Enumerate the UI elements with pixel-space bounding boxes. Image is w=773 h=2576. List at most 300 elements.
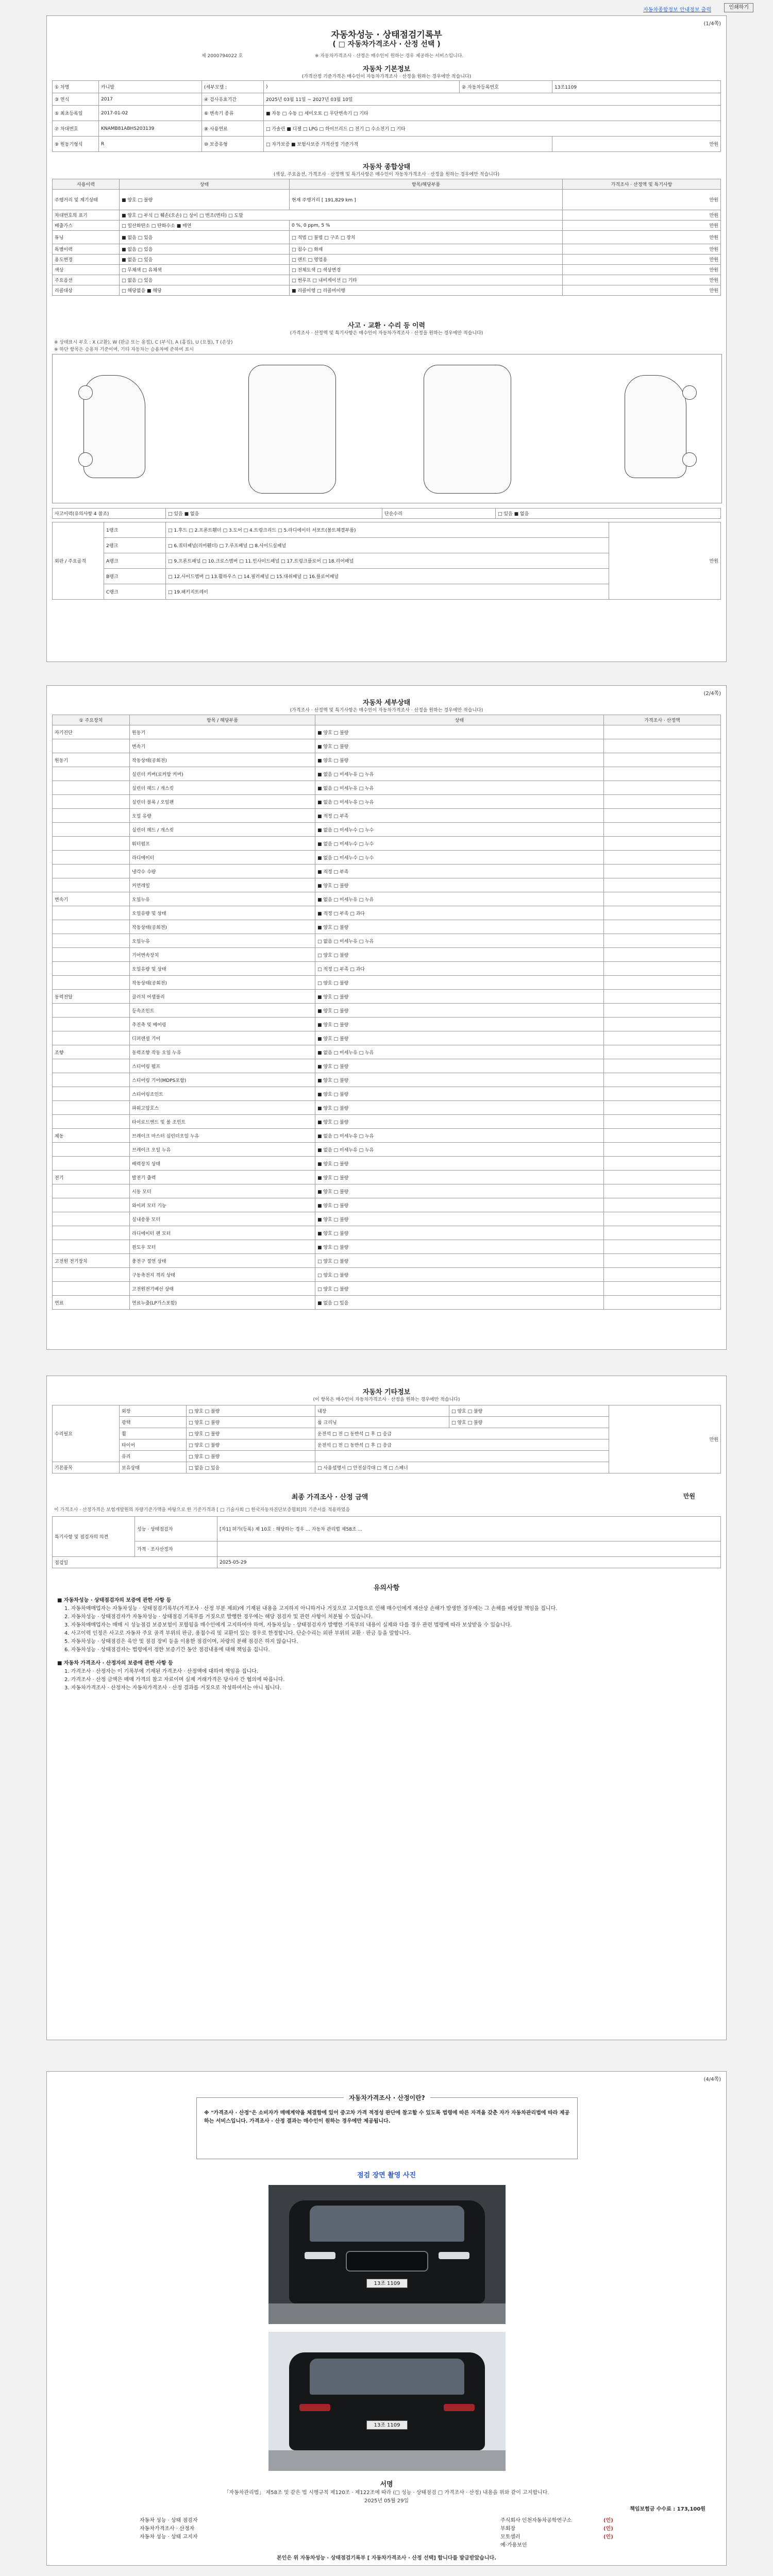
cell <box>604 823 721 837</box>
cell <box>53 1240 130 1254</box>
cell: 휠 <box>120 1428 187 1439</box>
wheel-icon <box>78 452 93 467</box>
cell: □ 양호 □ 불량 <box>449 1417 609 1428</box>
notice-item: 6. 자동차성능 · 상태점검자는 법령에서 정한 보증기간 동안 점검내용에 대해 책임을 집니다. <box>64 1647 270 1653</box>
cell: 파워고압호스 <box>130 1101 315 1115</box>
cell: 실린더 헤드 / 개스킷 <box>130 781 315 795</box>
cell: 유리 <box>120 1451 187 1462</box>
other-note: (이 항목은 매수인이 자동차가격조사 · 산정을 원하는 경우에만 적습니다) <box>313 1397 460 1402</box>
cell: ■ 양호 □ 불량 <box>315 1115 604 1129</box>
detail-row <box>53 962 721 976</box>
detail-note: (가격조사 · 산정액 및 특기사항은 매수인이 자동차가격조사 · 산정을 원하는 경우에만 적습니다) <box>290 708 483 713</box>
wheel-icon <box>682 452 697 467</box>
cell <box>604 1129 721 1143</box>
condition-row <box>53 190 721 210</box>
cell <box>604 739 721 753</box>
cell: 주행거리 및 계기상태 <box>53 190 120 210</box>
cell: R <box>99 137 202 152</box>
cell <box>53 1157 130 1171</box>
vehicle-info-print-link[interactable]: 자동차종합정보 안내정보 출력 <box>643 7 711 13</box>
cell: 연료 <box>53 1296 130 1310</box>
page-number: (1/4쪽) <box>703 21 721 27</box>
cell <box>53 1198 130 1212</box>
cell: 차대번호의 표기 <box>53 210 120 221</box>
cell: ■ 없음 □ 미세누유 □ 누유 <box>315 1129 604 1143</box>
signer-label: 자동차가격조사 · 산정자 <box>140 2526 195 2532</box>
cell: 만원 <box>563 210 721 221</box>
cell <box>604 1171 721 1184</box>
cell: ■ 없음 □ 미세누수 □ 누수 <box>315 823 604 837</box>
cell: □ 가솔린 ■ 디젤 □ LPG □ 하이브리드 □ 전기 □ 수소전기 □ 기타 <box>264 121 721 137</box>
cell <box>53 906 130 920</box>
cell <box>53 1268 130 1282</box>
signature-date: 2025년 05월 29일 <box>364 2498 409 2504</box>
cell: (세부모델 : <box>202 81 264 93</box>
detail-row <box>53 1268 721 1282</box>
cell: 만원 <box>563 231 721 244</box>
notice-heading: 유의사항 <box>373 1584 400 1592</box>
cell <box>53 878 130 892</box>
windshield <box>310 2206 464 2242</box>
cell: ■ 양호 □ 불량 <box>315 1226 604 1240</box>
accident-note: (가격조사 · 산정액 및 특기사항은 매수인이 자동차가격조사 · 산정을 원하는 경우에만 적습니다) <box>290 331 483 336</box>
cell: 운전석 □ 전 □ 동반석 □ 후 □ 응급 <box>315 1439 609 1451</box>
cell <box>604 948 721 962</box>
detail-row <box>53 1254 721 1268</box>
cell: 광택 <box>120 1417 187 1428</box>
car-diagram <box>52 354 722 503</box>
basic-row <box>53 81 721 93</box>
cell <box>604 1212 721 1226</box>
cell: 발전기 출력 <box>130 1171 315 1184</box>
cell: ⑧ 사용연료 <box>202 121 264 137</box>
cell: ■ 양호 □ 불량 <box>315 725 604 739</box>
cell: □ 양호 □ 불량 <box>449 1405 609 1417</box>
cell <box>604 1254 721 1268</box>
cell: 2025-05-29 <box>217 1557 721 1568</box>
cell: ■ 양호 □ 불량 <box>315 920 604 934</box>
cell <box>53 739 130 753</box>
cell: 운전석 □ 전 □ 동반석 □ 후 □ 응급 <box>315 1428 609 1439</box>
cell: ■ 리콜이행 □ 리콜미이행 <box>290 285 563 296</box>
detail-row <box>53 1045 721 1059</box>
cell <box>53 1004 130 1018</box>
cell <box>604 781 721 795</box>
photo-heading: 점검 장면 촬영 사진 <box>357 2172 416 2179</box>
cell: 특기사항 및 점검자의 의견 <box>53 1517 135 1557</box>
detail-row <box>53 892 721 906</box>
cell: □ 적법 □ 불법 □ 구조 □ 장치 <box>290 231 563 244</box>
col-header: ① 주요장치 <box>53 715 130 725</box>
cell: 주요옵션 <box>53 275 120 285</box>
cell <box>604 1240 721 1254</box>
cell: □ 양호 □ 불량 <box>315 948 604 962</box>
cell: ■ 양호 □ 불량 <box>315 1031 604 1045</box>
cell: ■ 양호 □ 불량 <box>315 1212 604 1226</box>
cell <box>53 934 130 948</box>
cell: B랭크 <box>104 569 166 584</box>
cell <box>604 1115 721 1129</box>
cell: ) <box>264 81 460 93</box>
cell: ■ 양호 □ 불량 <box>315 1240 604 1254</box>
page-1 <box>46 15 727 662</box>
cell: ⑤ 최초등록일 <box>53 106 99 121</box>
cell: 충전구 절연 상태 <box>130 1254 315 1268</box>
cell <box>315 1451 609 1462</box>
accident-legend: ※ 상태표시 부호 : X (교환), W (판금 또는 용접), C (부식), A (흠집), U (요철), T (손상) <box>54 340 233 345</box>
detail-row <box>53 1171 721 1184</box>
cell: 실린더 헤드 / 개스킷 <box>130 823 315 837</box>
cell: □ 9.프론트패널 □ 10.크로스멤버 □ 11.인사이드패널 □ 17.트렁크플로어 □ 18.리어패널 <box>166 553 609 569</box>
detail-row <box>53 934 721 948</box>
detail-row <box>53 906 721 920</box>
cell: 만원 <box>563 285 721 296</box>
cell: □ 없음 □ 있음 <box>187 1462 315 1473</box>
cell: ■ 없음 □ 미세누수 □ 누수 <box>315 851 604 865</box>
seal-stamp: (인) <box>603 2518 613 2523</box>
opinion-row <box>53 1541 721 1557</box>
cell: □ 12.사이드멤버 □ 13.휠하우스 □ 14.필러패널 □ 15.대쉬패널 □ 16.플로어패널 <box>166 569 609 584</box>
receipt-statement: 본인은 위 자동차성능 · 상태점검기록부 [ 자동차가격조사 · 산정 선택] 합니다를 발급받았습니다. <box>277 2555 496 2561</box>
cell: □ 양호 □ 불량 <box>187 1417 315 1428</box>
doc-title: 자동차성능 · 상태점검기록부 <box>331 30 442 40</box>
cell: □ 있음 ■ 없음 <box>166 509 382 519</box>
cell <box>53 795 130 809</box>
cell: 워터펌프 <box>130 837 315 851</box>
cell <box>53 1059 130 1073</box>
cell: 클러치 어셈블리 <box>130 990 315 1004</box>
floor <box>268 2450 506 2471</box>
cell <box>53 809 130 823</box>
signature-law-text: 「자동차관리법」 제58조 및 같은 법 시행규칙 제120조 · 제122조에 따라 (□ 성능 · 상태점검 □ 가격조사 · 산정) 내용을 위와 같이 고지합니다. <box>224 2490 549 2496</box>
cell: ■ 없음 □ 있음 <box>120 244 290 255</box>
cell <box>604 767 721 781</box>
opinion-row <box>53 1517 721 1541</box>
cell: ■ 양호 □ 불량 <box>315 1087 604 1101</box>
cell: □ 양호 □ 불량 <box>315 1268 604 1282</box>
cell: 와이퍼 모터 기능 <box>130 1198 315 1212</box>
wheel-icon <box>78 385 93 400</box>
tail-lamp <box>444 2404 475 2411</box>
cell: 내장 <box>315 1405 449 1417</box>
tail-lamp <box>299 2404 330 2411</box>
wheel-icon <box>682 385 697 400</box>
cell: 원동기 <box>130 725 315 739</box>
cell: 작동상태(공회전) <box>130 920 315 934</box>
condition-table <box>52 179 721 296</box>
cell <box>604 725 721 739</box>
cell <box>604 878 721 892</box>
cell: ■ 없음 □ 미세누유 □ 누유 <box>315 892 604 906</box>
fee-label: 책임보험금 수수료 : 173,100원 <box>630 2506 705 2512</box>
cell: 타이어 <box>120 1439 187 1451</box>
cell: ③ 연식 <box>53 93 99 106</box>
col-header: 항목 / 해당부품 <box>130 715 315 725</box>
cell: 룸 크리닝 <box>315 1417 449 1428</box>
cell: ■ 없음 □ 미세누유 □ 누유 <box>315 767 604 781</box>
cell: ② 자동차등록번호 <box>460 81 552 93</box>
cell: ⑦ 차대번호 <box>53 121 99 137</box>
cell: 만원 <box>609 1405 721 1473</box>
signer-org: 예·가용보인 <box>500 2543 527 2548</box>
cell: □ 전체도색 □ 색상변경 <box>290 265 563 275</box>
price-explain-box <box>196 2094 578 2159</box>
col-header: 가격조사 · 산정액 <box>604 715 721 725</box>
cell: □ 19.패키지트레이 <box>166 584 609 600</box>
detail-row <box>53 851 721 865</box>
cell: ■ 양호 □ 불량 <box>315 1198 604 1212</box>
cell: 2랭크 <box>104 538 166 553</box>
cell <box>53 976 130 990</box>
notice-item: 3. 자동차매매업자는 매매 시 성능점검 보증보험이 포함됨을 매수인에게 고지하여야 하며, 자동차성능 · 상태점검자가 발행한 기록부의 내용이 실제와 다를 경우 관련 법령에 따라 보상받을 수 있습니다. <box>64 1622 512 1628</box>
cell: 현재 주행거리 [ 191,829 km ] <box>290 190 563 210</box>
condition-row <box>53 255 721 265</box>
cell: C랭크 <box>104 584 166 600</box>
cell: □ 양호 □ 불량 <box>187 1439 315 1451</box>
cell: 타이로드엔드 및 볼 조인트 <box>130 1115 315 1129</box>
print-button[interactable]: 인쇄하기 <box>724 3 753 12</box>
condition-heading: 자동차 종합상태 <box>362 163 411 171</box>
notice-item: 3. 자동차가격조사 · 산정자는 자동차가격조사 · 산정 결과를 거짓으로 작성하여서는 아니 됩니다. <box>64 1685 282 1691</box>
cell: 리콜대상 <box>53 285 120 296</box>
cell <box>604 1101 721 1115</box>
detail-row <box>53 1226 721 1240</box>
basic-row <box>53 106 721 121</box>
basic-row <box>53 121 721 137</box>
cell: ■ 양호 □ 불량 <box>315 1101 604 1115</box>
cell <box>53 1212 130 1226</box>
detail-row <box>53 1004 721 1018</box>
col-header: 사용이력 <box>53 179 120 190</box>
cell: □ 양호 □ 불량 <box>315 1282 604 1296</box>
cell: 시동 모터 <box>130 1184 315 1198</box>
detail-row <box>53 1101 721 1115</box>
license-plate: 13조 1109 <box>366 2420 408 2430</box>
cell: 실린더 커버(로커암 커버) <box>130 767 315 781</box>
car-left-side-outline <box>83 375 145 478</box>
condition-row <box>53 285 721 296</box>
basic-row <box>53 93 721 106</box>
cell <box>604 934 721 948</box>
condition-row <box>53 244 721 255</box>
cell: ■ 없음 □ 있음 <box>120 231 290 244</box>
cell: 스티어링 기어(MDPS포함) <box>130 1073 315 1087</box>
cell: 특별이력 <box>53 244 120 255</box>
cell <box>53 1101 130 1115</box>
cell: 연료누출(LP가스포함) <box>130 1296 315 1310</box>
cell <box>604 1073 721 1087</box>
cell: 가격 · 조사산정자 <box>135 1541 217 1557</box>
col-header: 항목/해당부품 <box>290 179 563 190</box>
detail-row <box>53 1157 721 1171</box>
car-top-outline <box>248 365 336 494</box>
cell: □ 1.후드 □ 2.프론트휀더 □ 3.도어 □ 4.트렁크리드 □ 5.라디에이터 서포트(볼트체결부품) <box>166 522 609 538</box>
cell: ■ 없음 □ 미세누유 □ 누유 <box>315 1045 604 1059</box>
cell: □ 해당없음 ■ 해당 <box>120 285 290 296</box>
cell <box>604 1045 721 1059</box>
cell: 1랭크 <box>104 522 166 538</box>
cell <box>604 976 721 990</box>
cell: 전기 <box>53 1171 130 1184</box>
cell: □ 양호 □ 불량 <box>187 1451 315 1462</box>
cell: □ 양호 □ 불량 <box>315 1254 604 1268</box>
price-explain-title: 자동차가격조사 · 산정이란? <box>344 2094 430 2102</box>
cell <box>53 1226 130 1240</box>
col-header: 상태 <box>315 715 604 725</box>
cell: 만원 <box>563 255 721 265</box>
headlamp <box>305 2252 335 2259</box>
accident-heading: 사고 · 교환 · 수리 등 이력 <box>347 322 426 330</box>
cell: □ 일산화탄소 □ 탄화수소 ■ 매연 <box>120 221 290 231</box>
cell <box>604 865 721 878</box>
cell: 디퍼렌셜 기어 <box>130 1031 315 1045</box>
detail-row <box>53 1184 721 1198</box>
cell: 사고이력(유의사항 4 참조) <box>53 509 166 519</box>
notice-title-2: ■ 자동차 가격조사 · 산정자의 보증에 관한 사항 등 <box>57 1660 173 1666</box>
seal-stamp: (인) <box>603 2534 613 2540</box>
cell <box>53 767 130 781</box>
cell: 오일 유량 <box>130 809 315 823</box>
cell <box>604 906 721 920</box>
cell: ■ 적정 □ 부족 <box>315 809 604 823</box>
cell: ■ 양호 □ 불량 <box>315 1184 604 1198</box>
notice-item: 5. 자동차성능 · 상태점검은 육안 및 점검 장비 등을 이용한 점검이며, 차량의 분해 점검은 하지 않습니다. <box>64 1639 298 1645</box>
cell <box>604 1198 721 1212</box>
detail-row <box>53 753 721 767</box>
detail-row <box>53 823 721 837</box>
cell: ■ 양호 □ 불량 <box>315 990 604 1004</box>
cell: □ 없음 □ 있음 <box>120 275 290 285</box>
cell: □ 침수 □ 화재 <box>290 244 563 255</box>
price-statement: 이 가격조사 · 산정가격은 보험개발원의 차량기준가액을 바탕으로 한 기준가격과 [ □ 기술사회 □ 한국자동차진단보증협회]의 기준서를 적용하였음 <box>54 1507 350 1513</box>
cell: □ 썬루프 □ 내비게이션 □ 기타 <box>290 275 563 285</box>
cell: ■ 없음 □ 미세누유 □ 누유 <box>315 781 604 795</box>
cell: □ 없음 □ 미세누유 □ 누유 <box>315 934 604 948</box>
signer-label: 자동차 성능 · 상태 점검자 <box>140 2518 198 2523</box>
cell <box>53 781 130 795</box>
accident-row <box>53 509 721 519</box>
cell <box>53 1143 130 1157</box>
cell: ■ 양호 □ 불량 <box>315 1073 604 1087</box>
cell: ■ 양호 □ 불량 <box>315 878 604 892</box>
cell <box>604 851 721 865</box>
cell: 동력전달 <box>53 990 130 1004</box>
cell: 색상 <box>53 265 120 275</box>
rear-window <box>310 2359 464 2395</box>
detail-row <box>53 920 721 934</box>
notice-body <box>57 1597 716 1692</box>
doc-subtitle: ( □ 자동차가격조사 · 산정 선택 ) <box>332 40 441 48</box>
cell <box>53 1031 130 1045</box>
detail-row <box>53 1059 721 1073</box>
cell: 실린더 블록 / 오일팬 <box>130 795 315 809</box>
detail-row <box>53 1212 721 1226</box>
headlamp <box>439 2252 469 2259</box>
detail-row <box>53 1115 721 1129</box>
cell: 13조1109 <box>552 81 721 93</box>
cell <box>53 1018 130 1031</box>
cell: 제동 <box>53 1129 130 1143</box>
opinion-table <box>52 1516 721 1568</box>
cell <box>604 1296 721 1310</box>
cell: 브레이크 오일 누유 <box>130 1143 315 1157</box>
cell: KNAMB81ABHS203139 <box>99 121 202 137</box>
cell <box>53 865 130 878</box>
cell <box>604 962 721 976</box>
detail-row <box>53 1073 721 1087</box>
page-2 <box>46 685 727 1350</box>
cell: 오일누유 <box>130 892 315 906</box>
notice-item: 2. 자동차성능 · 상태점검자가 자동차성능 · 상태점검 기록부를 거짓으로 발행한 경우에는 해당 점검자 및 관련 사항이 처분될 수 있습니다. <box>64 1614 373 1620</box>
page-number: (2/4쪽) <box>703 691 721 697</box>
cell: ■ 없음 □ 있음 <box>120 255 290 265</box>
other-heading: 자동차 기타정보 <box>362 1388 411 1396</box>
cell: ⑩ 보증유형 <box>202 137 264 152</box>
page-4 <box>46 2071 727 2566</box>
condition-row <box>53 210 721 221</box>
detail-row <box>53 1296 721 1310</box>
detail-row <box>53 1129 721 1143</box>
col-header: 가격조사 · 산정액 및 특기사항 <box>563 179 721 190</box>
other-row <box>53 1405 721 1417</box>
detail-row <box>53 878 721 892</box>
detail-row <box>53 725 721 739</box>
cell: ■ 없음 □ 있음 <box>315 1296 604 1310</box>
cell: 만원 <box>563 190 721 210</box>
cell: 성능 · 상태점검자 <box>135 1517 217 1541</box>
seal-stamp: (인) <box>603 2526 613 2532</box>
basic-table <box>52 80 721 152</box>
condition-row <box>53 221 721 231</box>
cell: ■ 자동 □ 수동 □ 세미오토 □ 무단변속기 □ 기타 <box>264 106 721 121</box>
detail-row <box>53 1198 721 1212</box>
cell: 라디에이터 팬 모터 <box>130 1226 315 1240</box>
detail-row <box>53 767 721 781</box>
cell: □ 무채색 □ 유채색 <box>120 265 290 275</box>
cell: ① 차명 <box>53 81 99 93</box>
cell: 작동상태(공회전) <box>130 976 315 990</box>
detail-row <box>53 1018 721 1031</box>
detail-row <box>53 990 721 1004</box>
cell: 스티어링 펌프 <box>130 1059 315 1073</box>
cell: 동력조향 작동 오일 누유 <box>130 1045 315 1059</box>
cell: 냉각수 수량 <box>130 865 315 878</box>
cell: 오일유량 및 상태 <box>130 962 315 976</box>
accident-legend-2: ※ 하단 항목은 승용차 기준이며, 기타 자동차는 승용차에 준하여 표시 <box>54 347 194 352</box>
cell: 만원 <box>563 244 721 255</box>
detail-row <box>53 739 721 753</box>
condition-note: (색상, 주요옵션, 가격조사 · 산정액 및 특기사항은 매수인이 자동차가격조사 · 산정을 원하는 경우에만 적습니다) <box>273 172 500 177</box>
accident-table <box>52 508 721 600</box>
opinion-row <box>53 1557 721 1568</box>
cell: 만원 <box>563 265 721 275</box>
cell: ⑥ 변속기 종류 <box>202 106 264 121</box>
cell: 구동축전지 격리 상태 <box>130 1268 315 1282</box>
cell: 2017 <box>99 93 202 106</box>
cell: ■ 양호 □ 불량 <box>315 739 604 753</box>
cell: 원동기 <box>53 753 130 767</box>
cell <box>604 1143 721 1157</box>
detail-row <box>53 865 721 878</box>
cell: ④ 검사유효기간 <box>202 93 264 106</box>
notice-item: 2. 가격조사 · 산정 금액은 매매 가격의 참고 자료이며 실제 거래가격은 당사자 간 협의에 따릅니다. <box>64 1677 285 1683</box>
cell: 기어변속장치 <box>130 948 315 962</box>
cell: 2025년 03월 11일 ~ 2027년 03월 10일 <box>264 93 721 106</box>
cell: 실내송풍 모터 <box>130 1212 315 1226</box>
detail-row <box>53 1143 721 1157</box>
car-right-side-outline <box>625 375 686 478</box>
cell: 외판 / 주요골격 <box>53 522 104 600</box>
